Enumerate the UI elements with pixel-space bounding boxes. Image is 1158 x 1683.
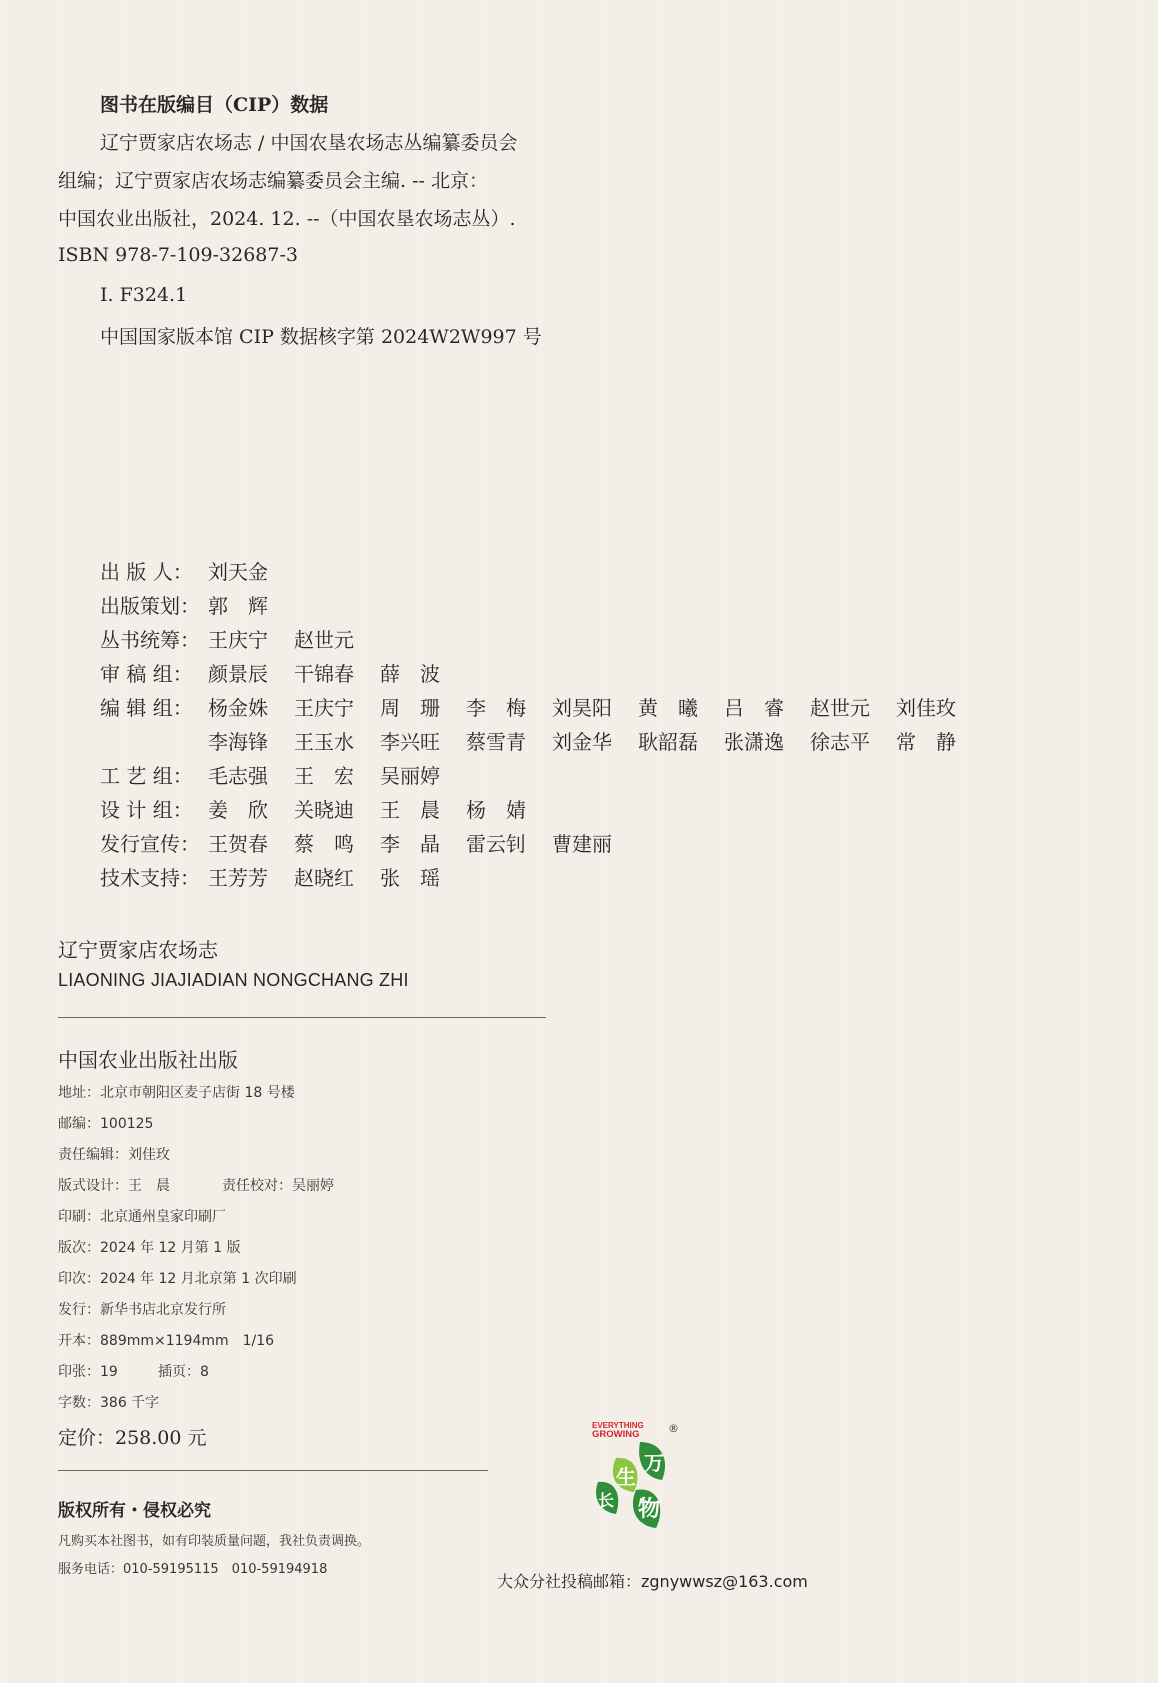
staff-name: 颜景辰 (208, 662, 268, 686)
staff-role: 发行宣传： (100, 832, 200, 856)
staff-name: 王庆宁 (208, 628, 268, 652)
staff-name: 刘佳玫 (896, 696, 956, 720)
staff-row (100, 760, 466, 794)
everything-growing-logo-icon (590, 1420, 690, 1530)
staff-name: 王贺春 (208, 832, 268, 856)
imprint-editor: 责任编辑：刘佳玫 (58, 1147, 170, 1163)
cip-classification: Ⅰ. F324.1 (100, 284, 188, 306)
cip-record-number: 中国国家版本馆 CIP 数据核字第 2024W2W997 号 (100, 326, 542, 348)
staff-name: 黄 曦 (638, 696, 698, 720)
logo-text-top: EVERYTHING (592, 1421, 644, 1430)
cip-isbn: ISBN 978-7-109-32687-3 (58, 244, 298, 266)
staff-name: 王庆宁 (294, 696, 354, 720)
logo-char-1: 万 (644, 1451, 664, 1475)
staff-row (100, 624, 380, 658)
imprint-printer: 印刷：北京通州皇家印刷厂 (58, 1209, 226, 1225)
copyright-notice: 版权所有・侵权必究 (58, 1501, 211, 1521)
staff-role: 编 辑 组： (100, 696, 193, 720)
staff-name: 干锦春 (294, 662, 354, 686)
staff-name: 杨 婧 (466, 798, 526, 822)
book-title-cn: 辽宁贾家店农场志 (58, 938, 218, 962)
imprint-sheets: 印张：19 (58, 1364, 118, 1380)
staff-role: 技术支持： (100, 866, 200, 890)
cip-title: 图书在版编目（CIP）数据 (100, 94, 329, 116)
staff-name: 吴丽婷 (380, 764, 440, 788)
imprint-format: 开本：889mm×1194mm 1/16 (58, 1333, 275, 1349)
staff-names (208, 862, 466, 891)
logo-char-4: 物 (638, 1497, 661, 1522)
logo-char-3: 长 (598, 1491, 615, 1510)
logo-text-bottom: GROWING (592, 1429, 640, 1440)
staff-names (208, 692, 982, 721)
staff-name: 徐志平 (810, 730, 870, 754)
staff-name: 王 晨 (380, 798, 440, 822)
staff-name: 耿韶磊 (638, 730, 698, 754)
imprint-address: 地址：北京市朝阳区麦子店街 18 号楼 (58, 1085, 295, 1101)
staff-name: 赵世元 (294, 628, 354, 652)
cip-line-1: 辽宁贾家店农场志 / 中国农垦农场志丛编纂委员会 (100, 132, 518, 154)
staff-names (208, 624, 380, 653)
staff-row (100, 692, 982, 726)
staff-name: 赵晓红 (294, 866, 354, 890)
staff-name: 刘金华 (552, 730, 612, 754)
staff-name: 蔡雪青 (466, 730, 526, 754)
imprint-proofreader: 责任校对：吴丽婷 (222, 1178, 334, 1194)
staff-role: 审 稿 组： (100, 662, 193, 686)
price: 定价：258.00 元 (58, 1427, 207, 1449)
staff-name: 雷云钊 (466, 832, 526, 856)
staff-name: 蔡 鸣 (294, 832, 354, 856)
staff-row (100, 828, 638, 862)
staff-name: 曹建丽 (552, 832, 612, 856)
staff-name: 毛志强 (208, 764, 268, 788)
publisher-name: 中国农业出版社出版 (58, 1048, 238, 1072)
staff-name: 杨金姝 (208, 696, 268, 720)
staff-names (208, 828, 638, 857)
staff-role: 设 计 组： (100, 798, 193, 822)
service-phone: 服务电话：010-59195115 010-59194918 (58, 1562, 328, 1577)
staff-names (208, 658, 466, 687)
staff-name: 吕 睿 (724, 696, 784, 720)
staff-name: 王 宏 (294, 764, 354, 788)
staff-names (208, 760, 466, 789)
staff-name: 郭 辉 (208, 594, 268, 618)
staff-role: 工 艺 组： (100, 764, 193, 788)
staff-row (100, 590, 294, 624)
imprint-layout-designer: 版式设计：王 晨 (58, 1178, 170, 1194)
imprint-edition: 版次：2024 年 12 月第 1 版 (58, 1240, 241, 1256)
staff-role: 出版策划： (100, 594, 200, 618)
publisher-logo (590, 1420, 690, 1530)
divider-top (58, 1017, 546, 1018)
imprint-distributor: 发行：新华书店北京发行所 (58, 1302, 226, 1318)
staff-name: 张潇逸 (724, 730, 784, 754)
staff-names (208, 590, 294, 619)
staff-name: 刘昊阳 (552, 696, 612, 720)
staff-name: 关晓迪 (294, 798, 354, 822)
logo-registered-mark: ® (668, 1422, 679, 1435)
staff-name: 李 晶 (380, 832, 440, 856)
staff-row (100, 862, 466, 896)
imprint-plates: 插页：8 (158, 1364, 209, 1380)
staff-name: 赵世元 (810, 696, 870, 720)
staff-name: 张 瑶 (380, 866, 440, 890)
imprint-printing: 印次：2024 年 12 月北京第 1 次印刷 (58, 1271, 297, 1287)
staff-role: 出 版 人： (100, 560, 193, 584)
staff-name: 刘天金 (208, 560, 268, 584)
divider-bottom (58, 1470, 488, 1471)
cip-line-3: 中国农业出版社，2024. 12. --（中国农垦农场志丛）. (58, 208, 516, 230)
imprint-word-count: 字数：386 千字 (58, 1395, 160, 1411)
staff-name: 王芳芳 (208, 866, 268, 890)
staff-name: 李 梅 (466, 696, 526, 720)
staff-name: 王玉水 (294, 730, 354, 754)
staff-name: 李海锋 (208, 730, 268, 754)
staff-name: 薛 波 (380, 662, 440, 686)
replacement-notice: 凡购买本社图书，如有印装质量问题，我社负责调换。 (58, 1534, 371, 1549)
staff-name: 常 静 (896, 730, 956, 754)
staff-row (100, 556, 294, 590)
staff-name: 周 珊 (380, 696, 440, 720)
logo-char-2: 生 (616, 1465, 636, 1489)
book-title-en: LIAONING JIAJIADIAN NONGCHANG ZHI (58, 970, 409, 990)
cip-line-2: 组编；辽宁贾家店农场志编纂委员会主编. -- 北京： (58, 170, 488, 192)
imprint-postcode: 邮编：100125 (58, 1116, 154, 1132)
staff-name: 李兴旺 (380, 730, 440, 754)
staff-name: 姜 欣 (208, 798, 268, 822)
staff-row (100, 794, 552, 828)
staff-row (100, 658, 466, 692)
staff-names (208, 726, 982, 755)
submission-email: 大众分社投稿邮箱：zgnywwsz@163.com (497, 1572, 808, 1591)
staff-names (208, 794, 552, 823)
staff-row (100, 726, 982, 760)
staff-names (208, 556, 294, 585)
staff-role: 丛书统筹： (100, 628, 200, 652)
